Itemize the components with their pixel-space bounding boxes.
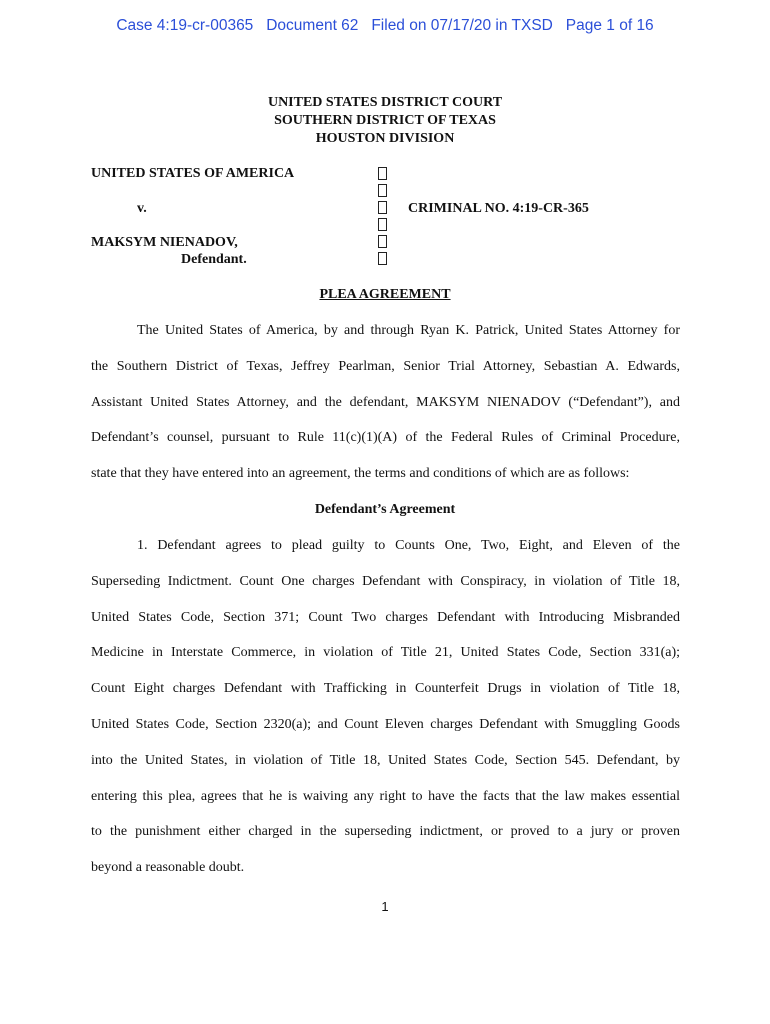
intro-paragraph — [91, 322, 680, 501]
caption-divider-glyph — [378, 235, 387, 248]
paragraph-line: into the United States, in violation of Title 18, United States Code, Section 545. Defendant, by — [91, 752, 680, 768]
caption-defendant-name: MAKSYM NIENADOV, — [91, 235, 238, 250]
paragraph-line: Medicine in Interstate Commerce, in violation of Title 21, United States Code, Section 331(a); — [91, 645, 680, 661]
paragraph-line: beyond a reasonable doubt. — [91, 860, 245, 876]
page-number: 1 — [381, 899, 389, 914]
paragraph-line: to the punishment either charged in the superseding indictment, or proved to a jury or proven — [91, 824, 680, 840]
case-number: CRIMINAL NO. 4:19-CR-365 — [408, 201, 589, 216]
caption-divider-glyph — [378, 252, 387, 265]
paragraph-line: Count Eight charges Defendant with Trafficking in Counterfeit Drugs in violation of Title 18, — [91, 681, 680, 697]
paragraph-line: Superseding Indictment. Count One charges Defendant with Conspiracy, in violation of Title 18, — [91, 573, 680, 589]
paragraph-line: entering this plea, agrees that he is waiving any right to have the facts that the law makes essential — [91, 788, 680, 804]
caption-versus: v. — [137, 201, 147, 216]
paragraph-line: 1. Defendant agrees to plead guilty to Counts One, Two, Eight, and Eleven of the — [137, 538, 680, 553]
caption-divider-glyph — [378, 218, 387, 231]
caption-divider-glyph — [378, 167, 387, 180]
paragraph-1 — [91, 537, 680, 895]
court-district: SOUTHERN DISTRICT OF TEXAS — [274, 113, 496, 128]
section-heading: Defendant’s Agreement — [314, 502, 456, 517]
caption-defendant-role: Defendant. — [181, 252, 247, 267]
paragraph-line: the Southern District of Texas, Jeffrey Pearlman, Senior Trial Attorney, Sebastian A. Edwards, — [91, 358, 680, 374]
caption-divider-glyph — [378, 201, 387, 214]
paragraph-line: Defendant’s counsel, pursuant to Rule 11(c)(1)(A) of the Federal Rules of Criminal Procedure, — [91, 430, 680, 446]
paragraph-line: The United States of America, by and through Ryan K. Patrick, United States Attorney for — [137, 323, 680, 338]
document-title: PLEA AGREEMENT — [319, 287, 451, 302]
paragraph-line: state that they have entered into an agreement, the terms and conditions of which are as follows: — [91, 466, 630, 482]
court-division: HOUSTON DIVISION — [315, 131, 455, 146]
caption-plaintiff: UNITED STATES OF AMERICA — [91, 166, 295, 181]
paragraph-line: Assistant United States Attorney, and the defendant, MAKSYM NIENADOV (“Defendant”), and — [91, 394, 680, 410]
caption-divider-glyph — [378, 184, 387, 197]
paragraph-line: United States Code, Section 371; Count Two charges Defendant with Introducing Misbranded — [91, 609, 680, 625]
ecf-filing-header: Case 4:19-cr-00365 Document 62 Filed on 07/17/20 in TXSD Page 1 of 16 — [116, 17, 654, 34]
paragraph-line: United States Code, Section 2320(a); and Count Eleven charges Defendant with Smuggling Goods — [91, 716, 680, 732]
court-heading — [0, 94, 770, 148]
court-name: UNITED STATES DISTRICT COURT — [267, 95, 503, 110]
